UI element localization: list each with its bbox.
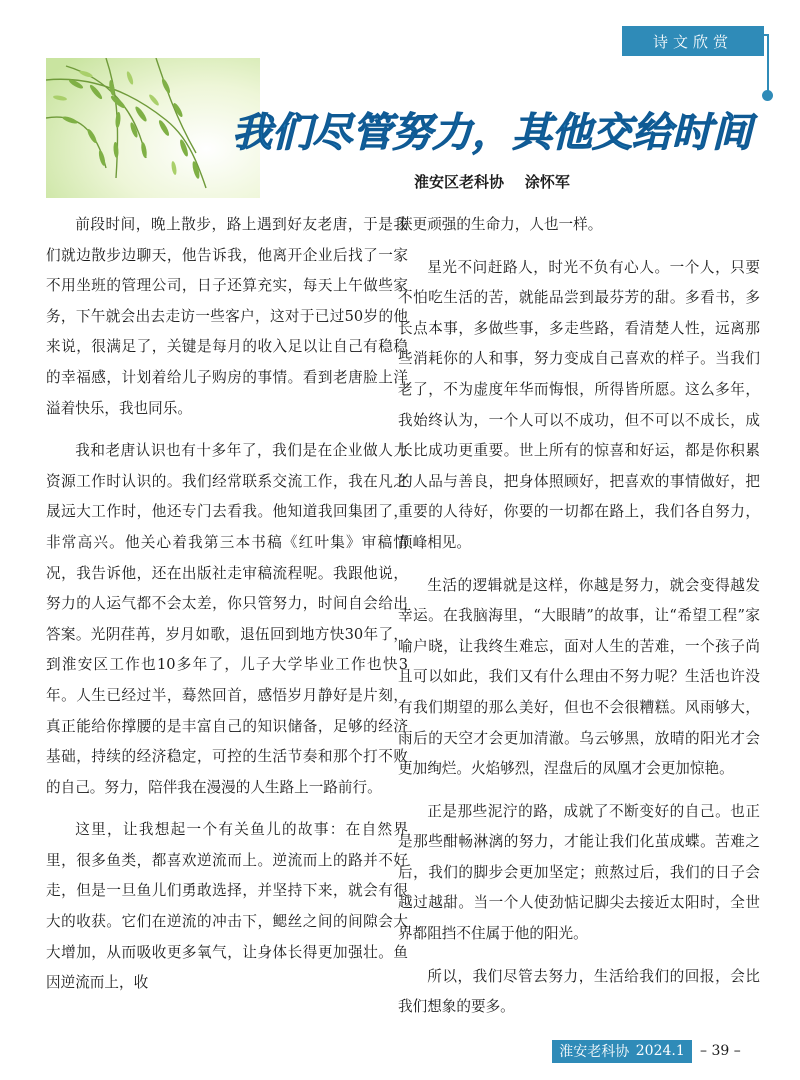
paragraph: 正是那些泥泞的路，成就了不断变好的自己。也正是那些酣畅淋漓的努力，才能让我们化茧成蝶。苦难之后，我们的脚步会更加坚定；煎熬过后，我们的日子会越过越甜。当一个人使劲惦记脚尖去接近太阳时，全世界都阻挡不住属于他的阳光。: [398, 802, 760, 943]
willow-branch-illustration: [46, 58, 260, 198]
text-column-right: [398, 210, 760, 1035]
footer-magazine-box: [552, 1040, 692, 1062]
tab-divider-horizontal: [746, 34, 768, 36]
section-label: 诗文欣赏: [622, 26, 764, 56]
tab-divider-vertical: [767, 34, 769, 92]
article-author: 淮安区老科协 涂怀军: [414, 173, 570, 191]
paragraph: 前段时间，晚上散步，路上遇到好友老唐，于是我们就边散步边聊天，他告诉我，他离开企业后找了一家不用坐班的管理公司，日子还算充实，每天上午做些家务，下午就会出去走访一些客户，这对于已过50岁的他来说，很满足了，关键是每月的收入足以让自己有稳稳的幸福感，计划着给儿子购房的事情。看到老唐脸上洋溢着快乐，我也同乐。: [46, 216, 408, 417]
footer-magazine-name: 淮安老科协: [559, 1044, 630, 1060]
paragraph: 生活的逻辑就是这样，你越是努力，就会变得越发幸运。在我脑海里，“大眼睛”的故事，让“希望工程”家喻户晓，让我终生难忘，面对人生的苦难，一个孩子尚且可以如此，我们又有什么理由不努力呢？生活也许没有我们期望的那么美好，但也不会很糟糕。风雨够大，雨后的天空才会更加清澈。乌云够黑，放晴的阳光才会更加绚烂。火焰够烈，涅盘后的凤凰才会更加惊艳。: [398, 576, 760, 778]
paragraph: 所以，我们尽管去努力，生活给我们的回报，会比我们想象的要多。: [398, 967, 760, 1016]
footer-rule: [552, 1062, 692, 1063]
article-title: 我们尽管努力，其他交给时间: [232, 110, 752, 156]
page-number: – 39 –: [700, 1043, 741, 1059]
tab-dot-decoration: [762, 90, 773, 101]
footer-issue: 2024.1: [635, 1043, 685, 1059]
paragraph: 星光不问赶路人，时光不负有心人。一个人，只要不怕吃生活的苦，就能品尝到最芬芳的甜。多看书，多长点本事，多做些事，多走些路，看清楚人性，远离那些消耗你的人和事，努力变成自己喜欢的样子。当我们老了，不为虚度年华而悔恨，所得皆所愿。这么多年，我始终认为，一个人可以不成功，但不可以不成长，成长比成功更重要。世上所有的惊喜和好运，都是你积累的人品与善良，把身体照顾好，把喜欢的事情做好，把重要的人待好，你要的一切都在路上，我们各自努力，顶峰相见。: [398, 258, 760, 551]
paragraph-continuation: 获更顽强的生命力，人也一样。: [398, 216, 603, 233]
text-column-left: [46, 210, 408, 1011]
paragraph: 我和老唐认识也有十多年了，我们是在企业做人力资源工作时认识的。我们经常联系交流工作，我在凡之晟远大工作时，他还专门去看我。他知道我回集团了，非常高兴。他关心着我第三本书稿《红叶集》审稿情况，我告诉他，还在出版社走审稿流程呢。我跟他说，努力的人运气都不会太差，你只管努力，时间自会给出答案。光阴荏苒，岁月如歌，退伍回到地方快30年了，到淮安区工作也10多年了，儿子大学毕业工作也快3年。人生已经过半，蓦然回首，感悟岁月静好是片刻，真正能给你撑腰的是丰富自己的知识储备，足够的经济基础，持续的经济稳定，可控的生活节奏和那个打不败的自己。努力，陪伴我在漫漫的人生路上一路前行。: [46, 442, 408, 796]
paragraph: 这里，让我想起一个有关鱼儿的故事：在自然界里，很多鱼类，都喜欢逆流而上。逆流而上的路并不好走，但是一旦鱼儿们勇敢选择，并坚持下来，就会有很大的收获。它们在逆流的冲击下，鳃丝之间的间隙会大大增加，从而吸收更多氧气，让身体长得更加强壮。鱼因逆流而上，收: [46, 821, 408, 992]
